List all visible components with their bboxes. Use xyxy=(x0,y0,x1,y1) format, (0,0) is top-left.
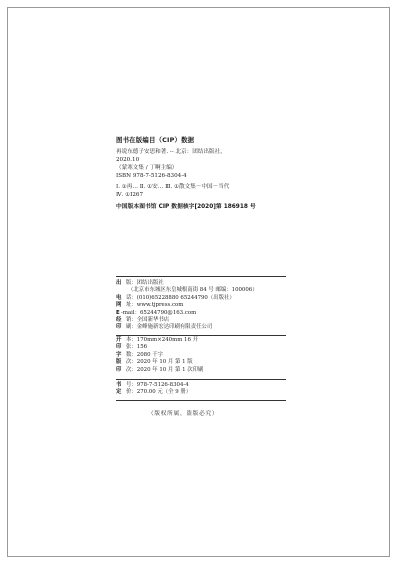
row-value: 版：团结出版社 xyxy=(126,280,164,286)
cip-block xyxy=(116,136,316,211)
row-label: 开 xyxy=(116,337,122,343)
info-row xyxy=(116,310,286,317)
row-label xyxy=(116,287,126,294)
cip-classification: Ⅳ. ①I267 xyxy=(116,192,144,198)
row-label: 印 xyxy=(116,366,122,373)
cip-line: （蒙寒文集 / 丁啊主编） xyxy=(116,165,178,171)
row-label: 版 xyxy=(116,359,122,366)
row-label: 字 xyxy=(116,351,122,358)
row-value: 数：2080 千字 xyxy=(126,351,163,358)
row-value: 址：www.tjpress.com xyxy=(126,302,184,309)
row-label: 书 xyxy=(116,382,122,388)
cip-data-note: 中国版本图书馆 CIP 数据核字[2020]第 186918 号 xyxy=(116,204,256,210)
row-value: 张：156 xyxy=(126,344,148,351)
divider xyxy=(116,400,286,401)
cip-line: 再说东德子安思和著. -- 北京：团结出版社， xyxy=(116,149,226,155)
divider xyxy=(116,276,286,277)
format-info-block xyxy=(116,337,286,374)
row-value: （北京市东城区东皇城根南街 84 号 邮编：100006） xyxy=(128,287,258,294)
info-row xyxy=(116,324,286,331)
info-row xyxy=(116,359,286,366)
row-label: 出 xyxy=(116,280,122,286)
info-row xyxy=(116,389,286,396)
cip-line: 2020.10 xyxy=(116,157,140,163)
row-label: 印 xyxy=(116,324,122,331)
isbn-price-block xyxy=(116,382,286,397)
row-value: 销：全国新华书店 xyxy=(126,317,170,324)
info-row xyxy=(116,367,286,374)
row-label: 经 xyxy=(116,317,122,324)
divider xyxy=(116,335,286,336)
cip-isbn: ISBN 978-7-5126-8304-4 xyxy=(116,173,187,179)
divider xyxy=(116,379,286,380)
cip-title: 图书在版编目（CIP）数据 xyxy=(116,136,195,144)
info-row xyxy=(116,287,286,294)
row-value: 本：170mm×240mm 16 开 xyxy=(126,337,198,343)
row-value: 号：978-7-5126-8304-4 xyxy=(126,382,189,388)
row-value: 价：270.00 元（全 9 册） xyxy=(126,389,192,396)
row-value: 刷：金峰施新宏达印刷有限责任公司 xyxy=(126,324,213,331)
row-label: 定 xyxy=(116,389,122,396)
row-value: 次：2020 年 10 月 第 1 次印刷 xyxy=(126,366,204,373)
row-value: -mail：65244790@163.com xyxy=(121,309,197,316)
cip-classification: Ⅰ. ①再… Ⅱ. ①安… Ⅲ. ①散文集－中国－当代 xyxy=(116,184,230,190)
info-row xyxy=(116,344,286,351)
row-value: 话：(010)65228880 65244790（出版社） xyxy=(126,294,235,301)
row-label: 网 xyxy=(116,302,122,309)
row-label: E xyxy=(116,309,120,316)
row-value: 次：2020 年 10 月 第 1 版 xyxy=(126,359,193,366)
copyright-notice: （版权所属，盗版必究） xyxy=(148,411,219,417)
info-row xyxy=(116,302,286,309)
row-label: 印 xyxy=(116,344,122,351)
publisher-info-block xyxy=(116,280,286,332)
row-label: 电 xyxy=(116,294,122,301)
